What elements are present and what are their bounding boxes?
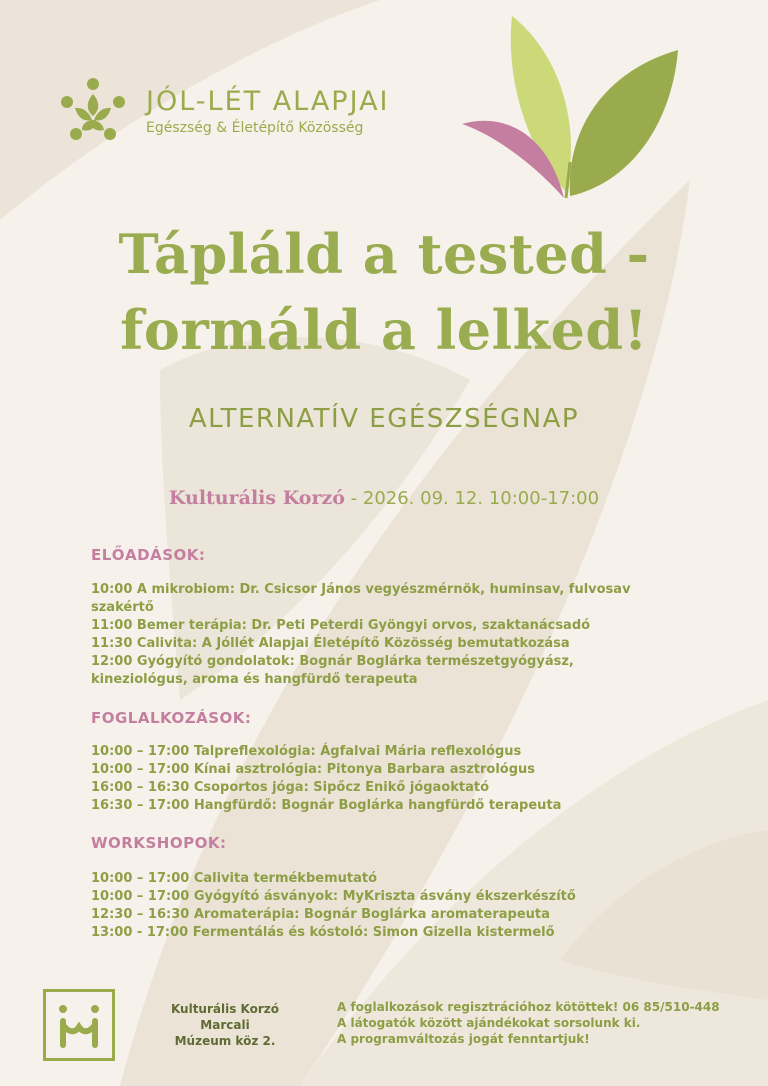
address-line: Marcali xyxy=(200,1018,250,1032)
workshops-list xyxy=(91,870,651,942)
lectures-list xyxy=(91,581,651,689)
note-line: A programváltozás jogát fenntartjuk! xyxy=(337,1032,590,1046)
brand-name: JÓL-LÉT ALAPJAI xyxy=(146,86,390,117)
list-item: 12:00 Gyógyító gondolatok: Bognár Boglárka természetgyógyász, kineziológus, aroma és hangfürdő terapeuta xyxy=(91,654,574,687)
list-item: 13:00 - 17:00 Fermentálás és kóstoló: Simon Gizella kistermelő xyxy=(91,925,555,940)
list-item: 11:00 Bemer terápia: Dr. Peti Peterdi Gyöngyi orvos, szaktanácsadó xyxy=(91,618,591,633)
headline-line-2: formáld a lelked! xyxy=(120,298,648,362)
leaves-illustration-icon xyxy=(462,12,682,208)
section-title-activities: FOGLALKOZÁSOK: xyxy=(91,709,252,727)
note-line: A látogatók között ajándékokat sorsolunk ki. xyxy=(337,1016,641,1030)
list-item: 16:00 – 16:30 Csoportos jóga: Sipőcz Enikő jógaoktató xyxy=(91,780,490,795)
list-item: 10:00 – 17:00 Calivita termékbemutató xyxy=(91,871,378,886)
venue-name: Kulturális Korzó xyxy=(168,487,345,509)
activities-list xyxy=(91,743,651,815)
event-subtitle: ALTERNATÍV EGÉSZSÉGNAP xyxy=(188,404,580,434)
list-item: 10:00 – 17:00 Kínai asztrológia: Pitonya Barbara asztrológus xyxy=(91,762,536,777)
list-item: 16:30 – 17:00 Hangfürdő: Bognár Boglárka hangfürdő terapeuta xyxy=(91,798,562,813)
venue-address xyxy=(150,1001,300,1049)
event-datetime: - 2026. 09. 12. 10:00-17:00 xyxy=(344,488,600,509)
list-item: 10:00 A mikrobiom: Dr. Csicsor János vegyészmérnök, huminsav, fulvosav szakértő xyxy=(91,582,631,615)
list-item: 11:30 Calivita: A Jóllét Alapjai Életépítő Közösség bemutatkozása xyxy=(91,636,570,651)
list-item: 12:30 – 16:30 Aromaterápia: Bognár Boglárka aromaterapeuta xyxy=(91,907,550,922)
list-item: 10:00 – 17:00 Gyógyító ásványok: MyKriszta ásvány ékszerkészítő xyxy=(91,889,576,904)
footer-notes xyxy=(337,999,747,1047)
address-line: Múzeum köz 2. xyxy=(174,1034,276,1048)
address-line: Kulturális Korzó xyxy=(170,1002,280,1016)
note-line: A foglalkozások regisztrációhoz kötöttek! 06 85/510-448 xyxy=(337,1000,720,1014)
museum-logo-icon xyxy=(43,989,115,1061)
community-logo-icon xyxy=(56,74,130,148)
brand-tagline: Egészség & Életépítő Közösség xyxy=(146,120,364,136)
section-title-workshops: WORKSHOPOK: xyxy=(91,834,227,852)
headline-line-1: Tápláld a tested - xyxy=(118,222,650,286)
section-title-lectures: ELŐADÁSOK: xyxy=(91,546,206,564)
venue-date-line xyxy=(0,487,768,509)
list-item: 10:00 – 17:00 Talpreflexológia: Ágfalvai Mária reflexológus xyxy=(91,744,522,759)
